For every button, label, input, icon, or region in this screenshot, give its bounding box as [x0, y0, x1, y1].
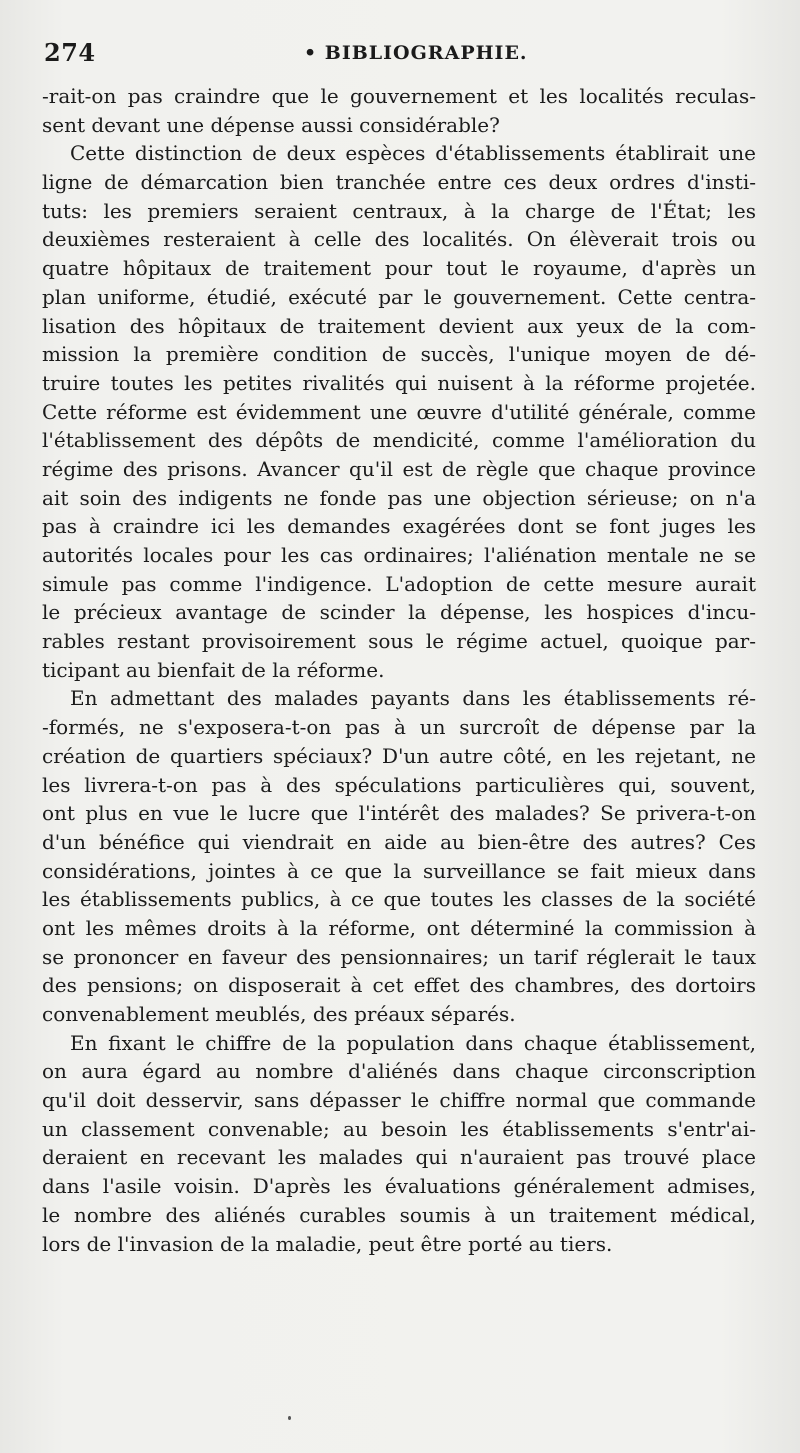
text-line: pas à craindre ici les demandes exagérées dont se font juges les — [42, 514, 756, 539]
text-line: le précieux avantage de scinder la dépense, les hospices d'incu- — [42, 600, 756, 625]
text-line: les livrera-t-on pas à des spéculations particulières qui, souvent, — [42, 772, 756, 797]
text-line: ont les mêmes droits à la réforme, ont déterminé la commission à — [42, 915, 756, 940]
text-line: régime des prisons. Avancer qu'il est de règle que chaque province — [42, 456, 756, 481]
text-line: lors de l'invasion de la maladie, peut être porté au tiers. — [42, 1231, 613, 1256]
text-line: lisation des hôpitaux de traitement devient aux yeux de la com- — [42, 313, 756, 338]
running-head: • BIBLIOGRAPHIE. — [304, 42, 528, 64]
text-line: ait soin des indigents ne fonde pas une objection sérieuse; on n'a — [42, 485, 756, 510]
text-line: quatre hôpitaux de traitement pour tout le royaume, d'après un — [42, 256, 756, 281]
text-line: on aura égard au nombre d'aliénés dans chaque circonscription — [42, 1059, 756, 1084]
text-line: sent devant une dépense aussi considérable? — [42, 112, 500, 137]
text-line: dans l'asile voisin. D'après les évaluations généralement admises, — [42, 1174, 756, 1199]
text-line: ont plus en vue le lucre que l'intérêt des malades? Se privera-t-on — [42, 801, 756, 826]
text-line: ticipant au bienfait de la réforme. — [42, 657, 385, 682]
text-line: création de quartiers spéciaux? D'un autre côté, en les rejetant, ne — [42, 743, 756, 768]
text-line: deuxièmes resteraient à celle des localités. On élèverait trois ou — [42, 227, 756, 252]
text-line: considérations, jointes à ce que la surveillance se fait mieux dans — [42, 858, 756, 883]
text-line: En fixant le chiffre de la population dans chaque établissement, — [70, 1030, 756, 1055]
text-line: se prononcer en faveur des pensionnaires; un tarif réglerait le taux — [42, 944, 756, 969]
body-text — [42, 82, 756, 1258]
ink-speck — [288, 1416, 291, 1420]
text-line: convenablement meublés, des préaux séparés. — [42, 1002, 516, 1026]
text-line: d'un bénéfice qui viendrait en aide au bien-être des autres? Ces — [42, 829, 756, 854]
text-line: tuts: les premiers seraient centraux, à la charge de l'État; les — [42, 198, 756, 223]
text-line: mission la première condition de succès, l'unique moyen de dé- — [42, 342, 756, 367]
text-line: rables restant provisoirement sous le régime actuel, quoique par- — [42, 629, 756, 654]
text-line: Cette réforme est évidemment une œuvre d'utilité générale, comme — [42, 399, 756, 424]
page-number: 274 — [44, 38, 96, 67]
text-line: simule pas comme l'indigence. L'adoption de cette mesure aurait — [42, 571, 756, 596]
text-line: le nombre des aliénés curables soumis à un traitement médical, — [42, 1202, 756, 1227]
text-line: qu'il doit desservir, sans dépasser le chiffre normal que commande — [42, 1088, 756, 1113]
text-line: ligne de démarcation bien tranchée entre ces deux ordres d'insti- — [42, 170, 756, 195]
text-line: les établissements publics, à ce que toutes les classes de la société — [42, 887, 756, 912]
text-line: l'établissement des dépôts de mendicité, comme l'amélioration du — [42, 428, 756, 453]
text-line: des pensions; on disposerait à cet effet des chambres, des dortoirs — [42, 973, 756, 998]
page-header — [44, 38, 756, 74]
text-line: plan uniforme, étudié, exécuté par le gouvernement. Cette centra- — [42, 284, 756, 309]
text-line: -rait-on pas craindre que le gouvernement et les localités reculas- — [42, 84, 756, 108]
text-line: truire toutes les petites rivalités qui nuisent à la réforme projetée. — [42, 370, 756, 395]
text-line: autorités locales pour les cas ordinaires; l'aliénation mentale ne se — [42, 543, 756, 567]
text-line: deraient en recevant les malades qui n'auraient pas trouvé place — [42, 1145, 756, 1170]
text-line: Cette distinction de deux espèces d'établissements établirait une — [70, 141, 756, 166]
text-line: -formés, ne s'exposera-t-on pas à un surcroît de dépense par la — [42, 715, 756, 740]
text-line: En admettant des malades payants dans les établissements ré- — [70, 686, 756, 711]
text-line: un classement convenable; au besoin les établissements s'entr'ai- — [42, 1116, 756, 1141]
